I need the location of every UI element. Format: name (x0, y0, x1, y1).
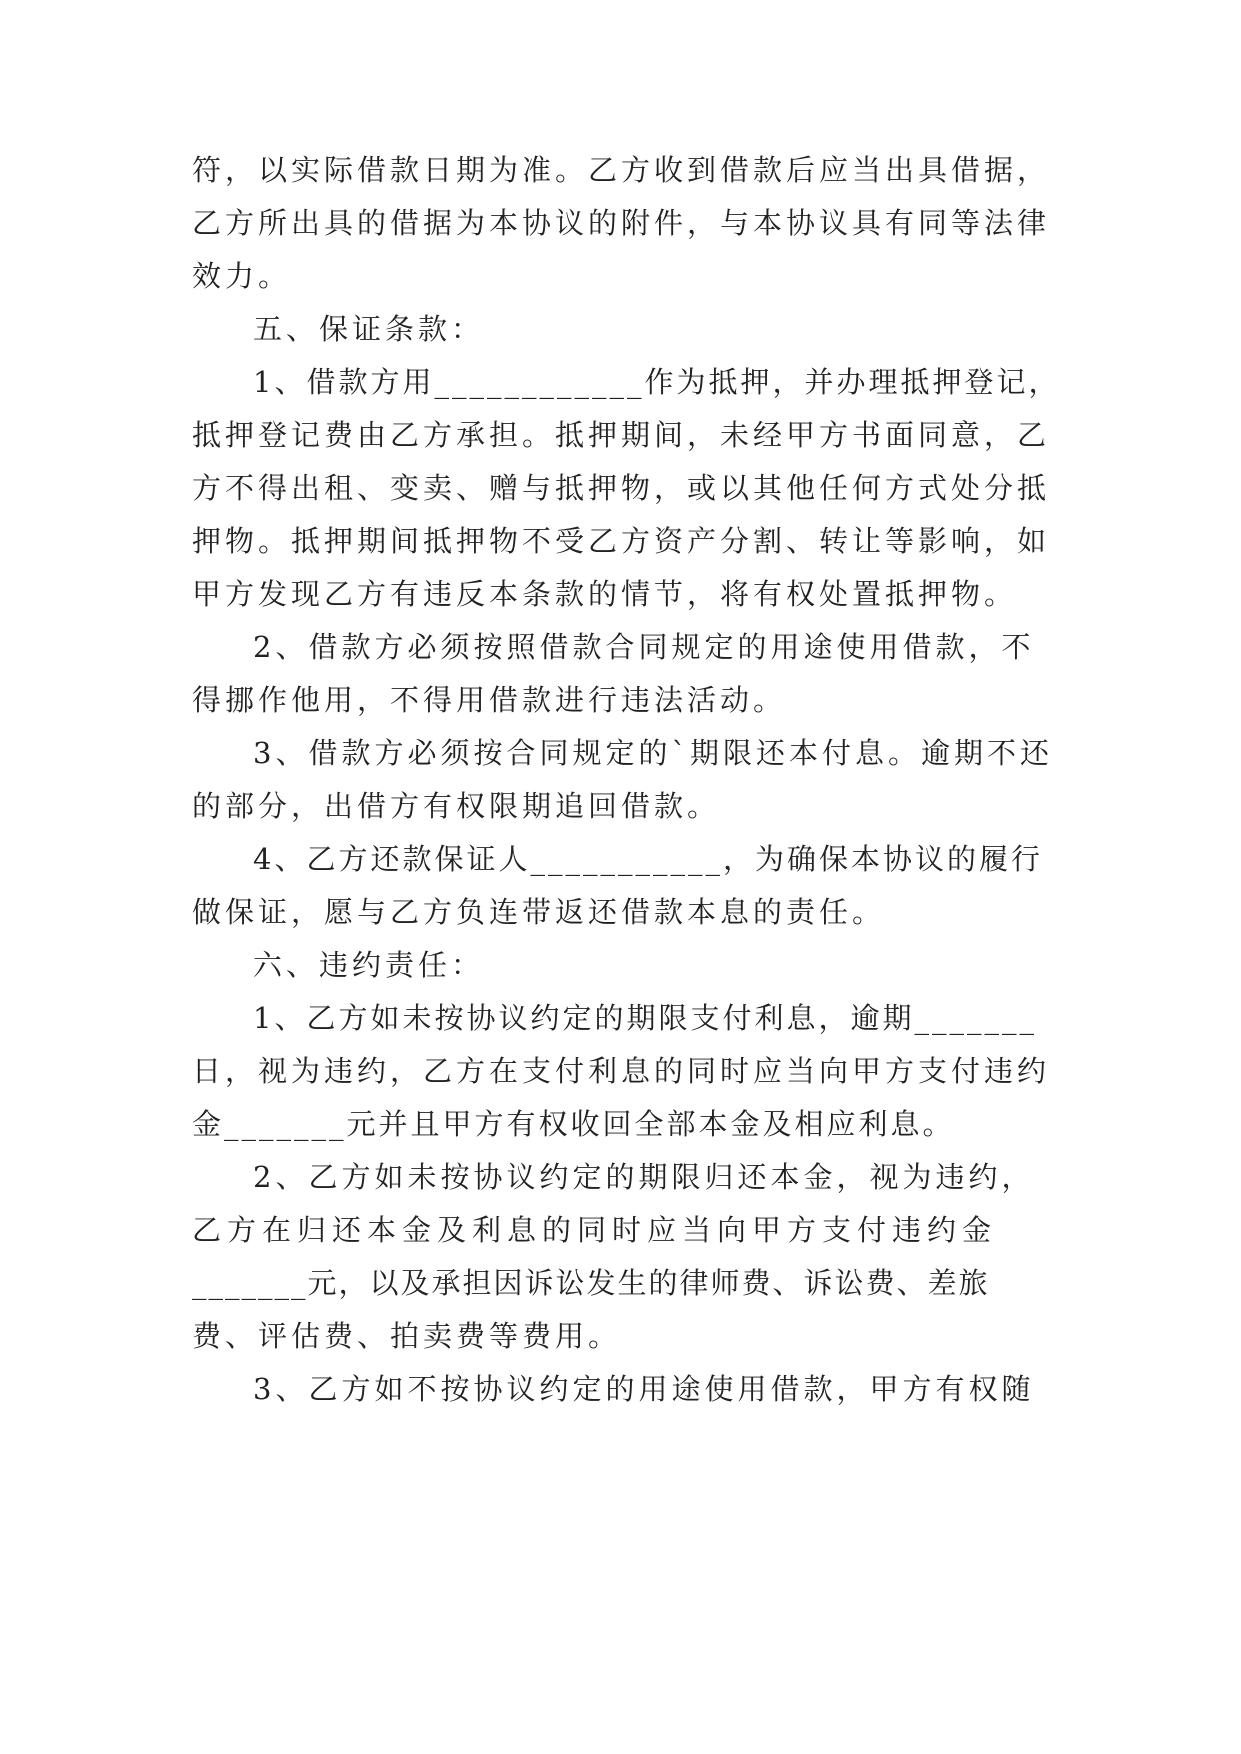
section-heading: 五、保证条款： (253, 312, 485, 346)
text-line: 1、借款方用____________作为抵押，并办理抵押登记， (253, 365, 1061, 399)
text-line: 乙方在归还本金及利息的同时应当向甲方支付违约金 (192, 1213, 998, 1247)
text-line: 乙方所出具的借据为本协议的附件，与本协议具有同等法律 (192, 206, 1051, 240)
text-line: 3、乙方如不按协议约定的用途使用借款，甲方有权随 (253, 1372, 1035, 1406)
text-line: 2、乙方如未按协议约定的期限归还本金，视为违约， (253, 1160, 1035, 1194)
text-line: 费、评估费、拍卖费等费用。 (192, 1319, 622, 1353)
text-line: 甲方发现乙方有违反本条款的情节，将有权处置抵押物。 (192, 577, 1018, 611)
text-line: 3、借款方必须按合同规定的`期限还本付息。逾期不还 (253, 736, 1053, 770)
text-line: 符，以实际借款日期为准。乙方收到借款后应当出具借据， (192, 153, 1051, 187)
text-line: 2、借款方必须按照借款合同规定的用途使用借款，不 (253, 630, 1035, 664)
text-line: _______元，以及承担因诉讼发生的律师费、诉讼费、差旅 (192, 1266, 990, 1300)
text-line: 4、乙方还款保证人___________，为确保本协议的履行 (253, 842, 1043, 876)
text-line: 的部分，出借方有权限期追回借款。 (192, 789, 721, 823)
text-line: 金_______元并且甲方有权收回全部本金及相应利息。 (192, 1107, 955, 1141)
text-line: 抵押登记费由乙方承担。抵押期间，未经甲方书面同意，乙 (192, 418, 1051, 452)
text-line: 押物。抵押期间抵押物不受乙方资产分割、转让等影响，如 (192, 524, 1051, 558)
text-line: 效力。 (192, 259, 292, 293)
text-line: 日，视为违约，乙方在支付利息的同时应当向甲方支付违约 (192, 1054, 1051, 1088)
text-line: 做保证，愿与乙方负连带返还借款本息的责任。 (192, 895, 886, 929)
section-heading: 六、违约责任： (253, 948, 485, 982)
text-line: 1、乙方如未按协议约定的期限支付利息，逾期_______ (253, 1001, 1037, 1035)
text-line: 方不得出租、变卖、赠与抵押物，或以其他任何方式处分抵 (192, 471, 1051, 505)
text-line: 得挪作他用，不得用借款进行违法活动。 (192, 683, 787, 717)
